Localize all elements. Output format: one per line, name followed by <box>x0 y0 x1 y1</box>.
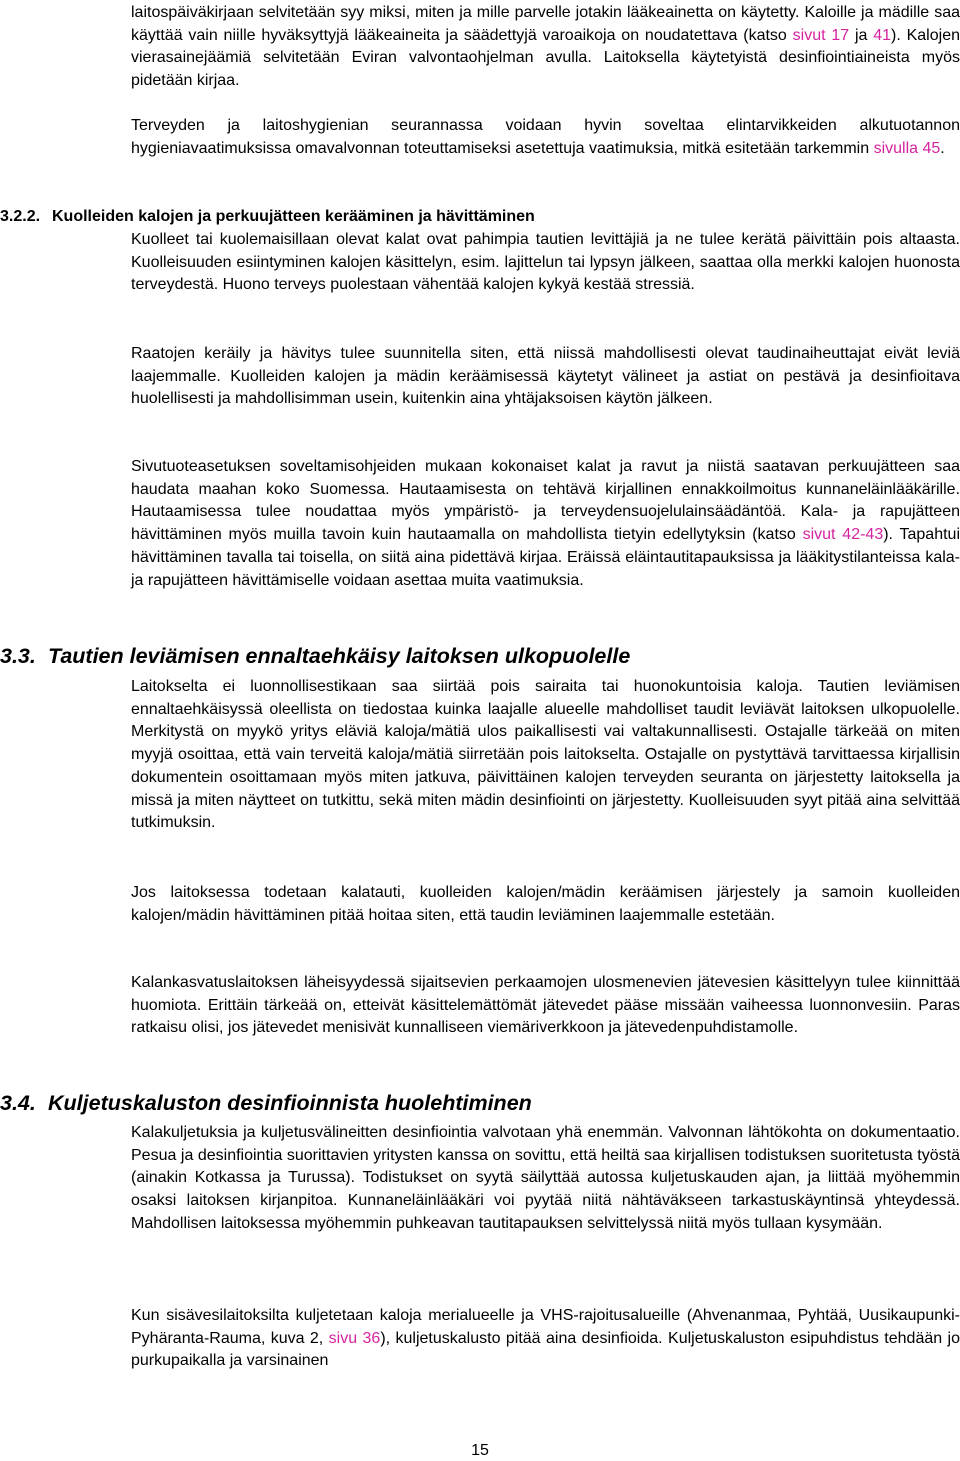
paragraph-text: Terveyden ja laitoshygienian seurannassa voidaan hyvin soveltaa elintarvikkeiden alkutuotannon hygieniavaatimuksissa omavalvonnan toteuttamiseksi asetettuja vaatimuksia, mitkä esitetään tarkemmin <box>131 117 960 157</box>
paragraph-text: Kuolleet tai kuolemaisillaan olevat kalat ovat pahimpia tautien levittäjiä ja ne tulee kerätä päivittäin pois altaasta. Kuolleisuuden esiintyminen kalojen käsittelyn, esim. lajittelun tai lypsyn jälkeen, saattaa olla merkki kalojen huonosta terveydestä. Huono terveys puolestaan vähentää kalojen kykyä kestää stressiä. <box>131 231 960 294</box>
paragraph-disease-prevention <box>131 676 960 835</box>
page-reference-link[interactable]: sivut <box>792 26 826 44</box>
paragraph-fish-disease-detected <box>131 882 960 927</box>
paragraph-text: Kalakuljetuksia ja kuljetusvälineitten desinfiointia valvotaan yhä enemmän. Valvonnan lähtökohta on dokumentaatio. Pesua ja desinfiointia suorittavien yritysten kanssa on sovittu, että heiltä saa kirjallisen todistuksen suoritetusta työstä (ainakin Kotkassa ja Turussa). Todistukset on syytä säilyttää autossa kuljetuskauden ajan, ja liittää myöhemmin osaksi laitoksen kirjanpitoa. Kunnaneläinlääkäri voi pyytää niitä nähtäväkseen tarkastuskäyntinsä yhteydessä. Mahdollisen laitoksessa myöhemmin puhkeavan tautitapauksen selvittelyssä niitä myös tullaan kysymään. <box>131 1124 960 1232</box>
paragraph-text: Sivutuoteasetuksen soveltamisohjeiden mukaan kokonaiset kalat ja ravut ja niistä saatavan perkuujätteen saa haudata maahan koko Suomessa. Hautaamisesta on tehtävä kirjallinen ennakkoilmoitus kunnaneläinlääkärille. Hautaamisessa tulee noudattaa myös ympäristö- ja terveydensuojelulainsäädäntöä. Kala- ja rapujätteen hävittäminen myös muilla tavoin kuin hautaamalla on mahdollista tietyin edellytyksin (katso <box>131 458 960 544</box>
paragraph-hygiene-monitoring <box>131 115 960 160</box>
paragraph-medication-records <box>131 2 960 93</box>
paragraph-byproduct-regulation <box>131 456 960 592</box>
section-number: 3.3. <box>0 644 36 668</box>
paragraph-dead-fish <box>131 229 960 297</box>
paragraph-text: Kalankasvatuslaitoksen läheisyydessä sijaitsevien perkaamojen ulosmenevien jätevesien käsittelyyn tulee kiinnittää huomiota. Erittäin tärkeää on, etteivät käsittelemättömät jätevedet pääse missään vaiheessa luonnonvesiin. Paras ratkaisu olisi, jos jätevedet menisivät kunnalliseen viemäriverkkoon ja jätevedenpuhdistamolle. <box>131 974 960 1037</box>
subsection-heading-3-2-2 <box>0 206 960 229</box>
paragraph-text: laitospäiväkirjaan selvitetään syy miksi, miten ja mille parvelle jotakin lääkeainetta on käytetty. Kaloille ja mädille saa käyttää vain niille hyväksyttyjä lääkeaineita ja säädettyjä varoaikoja on noudatettava (katso <box>131 4 960 44</box>
paragraph-vhs-transport <box>131 1305 960 1373</box>
paragraph-text: Raatojen keräily ja hävitys tulee suunnitella siten, että niissä mahdollisesti olevat taudinaiheuttajat eivät leviä laajemmalle. Kuolleiden kalojen ja mädin keräämisessä käytetyt välineet ja astiat on pestävä ja desinfioitava huolellisesti ja mahdollisimman usein, kuitenkin aina yhtäjaksoisen käytön jälkeen. <box>131 345 960 408</box>
section-number: 3.4. <box>0 1091 36 1115</box>
paragraph-text: Laitokselta ei luonnollisestikaan saa siirtää pois sairaita tai huonokuntoisia kaloja. Tautien leviämisen ennaltaehkäisyssä oleellista on tiedostaa kuinka laajalle alueelle mahdolliset taudit leviävät laitoksen ulkopuolelle. Merkitystä on myykö yritys eläviä kaloja/mätiä ulos paikallisesti vai valtakunnallisesti. Ostajalle tärkeää on miten myyjä osoittaa, että vain terveitä kaloja/mätiä siirretään pois laitokselta. Ostajalle on pystyttävä tarvittaessa kirjallisin dokumentein osoittamaan myös miten jatkuva, päivittäinen kalojen terveyden seuranta on järjestetty laitoksella ja missä ja miten näytteet on tutkittu, sekä miten mädin desinfiointi on järjestetty. Kuolleisuuden syyt pitää aina selvittää tutkimuksin. <box>131 678 960 832</box>
paragraph-text: . <box>940 139 945 157</box>
section-heading-3-4 <box>0 1089 960 1117</box>
page-reference-link[interactable]: sivu 36 <box>328 1329 381 1347</box>
paragraph-text: Kun sisävesilaitoksilta kuljetetaan kaloja merialueelle ja VHS-rajoitusalueille (Ahvenanmaa, Pyhtää, Uusikaupunki-Pyhäranta-Rauma, kuva 2, <box>131 1307 960 1347</box>
section-title: Tautien leviämisen ennaltaehkäisy laitoksen ulkopuolelle <box>48 644 631 668</box>
paragraph-carcass-collection <box>131 343 960 411</box>
paragraph-text: ja <box>849 26 874 44</box>
page-number: 15 <box>471 1442 489 1459</box>
page-reference-link[interactable]: 17 <box>831 26 850 44</box>
paragraph-text: ). Kalojen vierasainejäämiä selvitetään Eviran valvontaohjelman avulla. Laitoksella käytetyistä desinfiointiaineista myös pidetään kirjaa. <box>131 26 960 90</box>
section-heading-3-3 <box>0 642 960 670</box>
page-reference-link[interactable]: sivulla 45 <box>873 139 941 157</box>
page-reference-link[interactable]: 41 <box>873 26 892 44</box>
paragraph-transport-disinfection <box>131 1122 960 1236</box>
paragraph-text: Jos laitoksessa todetaan kalatauti, kuolleiden kalojen/mädin keräämisen järjestely ja samoin kuolleiden kalojen/mädin hävittäminen pitää hoitaa siten, että taudin leviäminen laajemmalle estetään. <box>131 884 960 924</box>
page-reference-link[interactable]: sivut 42-43 <box>802 526 884 544</box>
paragraph-text: ). Tapahtui hävittäminen tavalla tai toisella, on siitä aina pidettävä kirjaa. Eräissä eläintautitapauksissa ja lääkitystilanteissa kala- ja rapujätteen hävittämiselle voidaan asettaa muita vaatimuksia. <box>131 526 960 589</box>
subsection-number: 3.2.2. <box>0 208 41 225</box>
paragraph-wastewater <box>131 972 960 1040</box>
subsection-title: Kuolleiden kalojen ja perkuujätteen kerääminen ja hävittäminen <box>52 208 535 225</box>
paragraph-text: ), kuljetuskalusto pitää aina desinfioida. Kuljetuskaluston esipuhdistus tehdään jo purkupaikalla ja varsinainen <box>131 1329 960 1370</box>
section-title: Kuljetuskaluston desinfioinnista huolehtiminen <box>48 1091 532 1115</box>
